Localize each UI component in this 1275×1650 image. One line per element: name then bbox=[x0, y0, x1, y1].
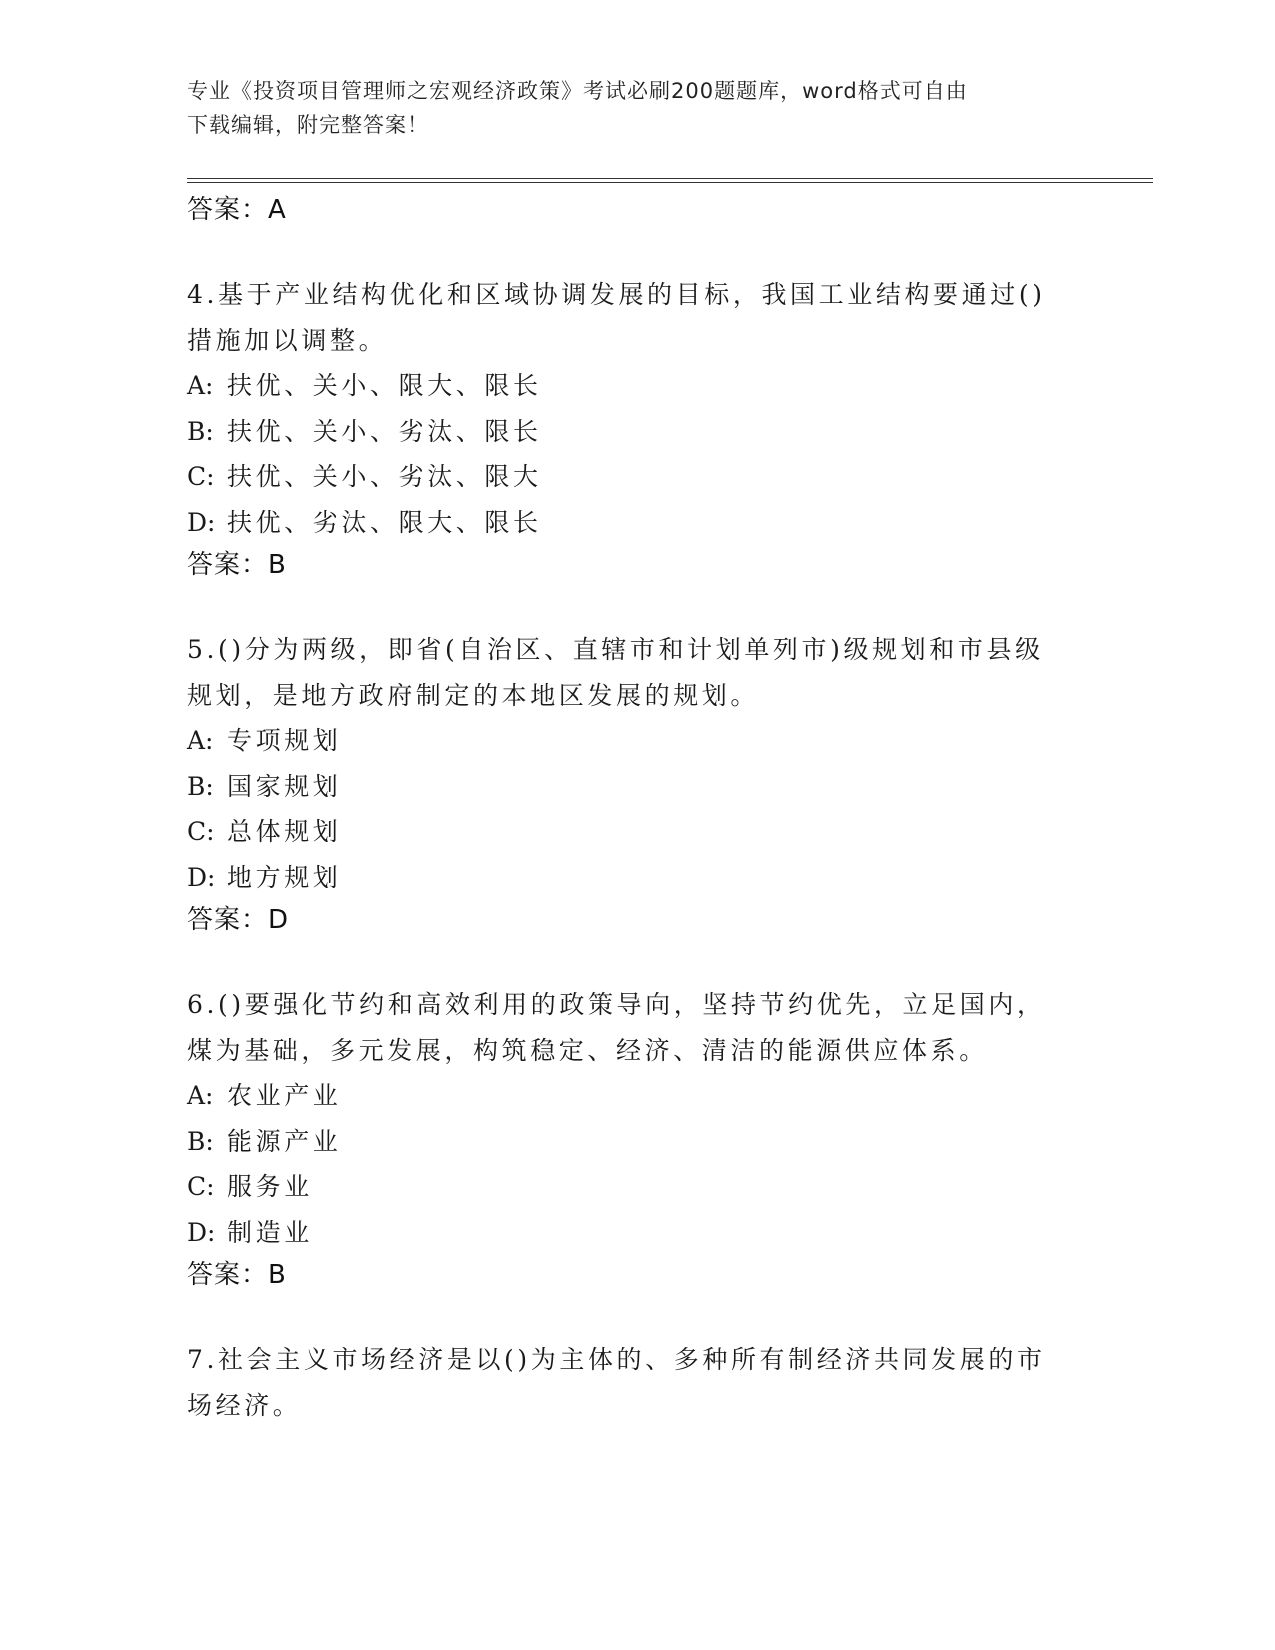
question-text-line: 7.社会主义市场经济是以()为主体的、多种所有制经济共同发展的市 bbox=[187, 1345, 1046, 1374]
option-label: D: bbox=[187, 1217, 216, 1247]
option-text: 总体规划 bbox=[227, 817, 342, 846]
option-a bbox=[187, 1073, 1067, 1119]
option-d bbox=[187, 1210, 1067, 1256]
header-divider-bottom bbox=[187, 182, 1153, 183]
option-text: 扶优、关小、劣汰、限长 bbox=[227, 416, 542, 446]
option-b bbox=[187, 409, 1067, 455]
option-label: C: bbox=[187, 1172, 215, 1201]
option-c bbox=[187, 454, 1067, 500]
option-label: B: bbox=[187, 1126, 214, 1156]
option-text: 扶优、关小、限大、限长 bbox=[227, 371, 542, 400]
question-text-line: 5.()分为两级，即省(自治区、直辖市和计划单列市)级规划和市县级 bbox=[187, 635, 1044, 664]
answer-line: 答案：A bbox=[187, 195, 287, 225]
question-block bbox=[187, 982, 1067, 1295]
option-label: D: bbox=[187, 862, 216, 892]
option-d bbox=[187, 500, 1067, 546]
question-text-line: 4.基于产业结构优化和区域协调发展的目标，我国工业结构要通过() bbox=[187, 280, 1046, 309]
option-text: 扶优、关小、劣汰、限大 bbox=[227, 462, 542, 491]
option-a bbox=[187, 363, 1067, 409]
question-text-line: 措施加以调整。 bbox=[187, 325, 388, 355]
option-text: 制造业 bbox=[227, 1217, 313, 1247]
option-c bbox=[187, 1164, 1067, 1210]
header-divider-top bbox=[187, 178, 1153, 179]
option-label: A: bbox=[187, 1081, 214, 1110]
question-block bbox=[187, 272, 1067, 585]
option-text: 扶优、劣汰、限大、限长 bbox=[227, 507, 542, 537]
option-b bbox=[187, 764, 1067, 810]
option-label: C: bbox=[187, 817, 215, 846]
header-line-2: 下载编辑，附完整答案！ bbox=[187, 113, 429, 137]
option-label: A: bbox=[187, 726, 214, 755]
option-text: 地方规划 bbox=[227, 862, 342, 892]
option-text: 专项规划 bbox=[227, 726, 342, 755]
option-label: A: bbox=[187, 371, 214, 400]
answer-line: 答案：B bbox=[187, 1260, 287, 1290]
option-b bbox=[187, 1119, 1067, 1165]
option-label: B: bbox=[187, 771, 214, 801]
option-text: 国家规划 bbox=[227, 771, 342, 801]
option-text: 服务业 bbox=[227, 1172, 313, 1201]
answer-line: 答案：D bbox=[187, 905, 290, 935]
document-body bbox=[187, 190, 1067, 1428]
option-d bbox=[187, 855, 1067, 901]
question-block bbox=[187, 627, 1067, 940]
option-label: C: bbox=[187, 462, 215, 491]
option-text: 能源产业 bbox=[227, 1126, 342, 1156]
question-text-line: 6.()要强化节约和高效利用的政策导向，坚持节约优先，立足国内， bbox=[187, 990, 1046, 1019]
document-header bbox=[187, 74, 1067, 142]
option-text: 农业产业 bbox=[227, 1081, 342, 1110]
option-c bbox=[187, 809, 1067, 855]
question-block bbox=[187, 1337, 1067, 1428]
option-label: D: bbox=[187, 507, 216, 537]
option-a bbox=[187, 718, 1067, 764]
question-text-line: 场经济。 bbox=[187, 1390, 302, 1420]
question-text-line: 煤为基础，多元发展，构筑稳定、经济、清洁的能源供应体系。 bbox=[187, 1035, 988, 1065]
header-line-1: 专业《投资项目管理师之宏观经济政策》考试必刷200题题库，word格式可自由 bbox=[187, 79, 968, 103]
answer-line: 答案：B bbox=[187, 550, 287, 580]
question-text-line: 规划，是地方政府制定的本地区发展的规划。 bbox=[187, 680, 760, 710]
option-label: B: bbox=[187, 416, 214, 446]
